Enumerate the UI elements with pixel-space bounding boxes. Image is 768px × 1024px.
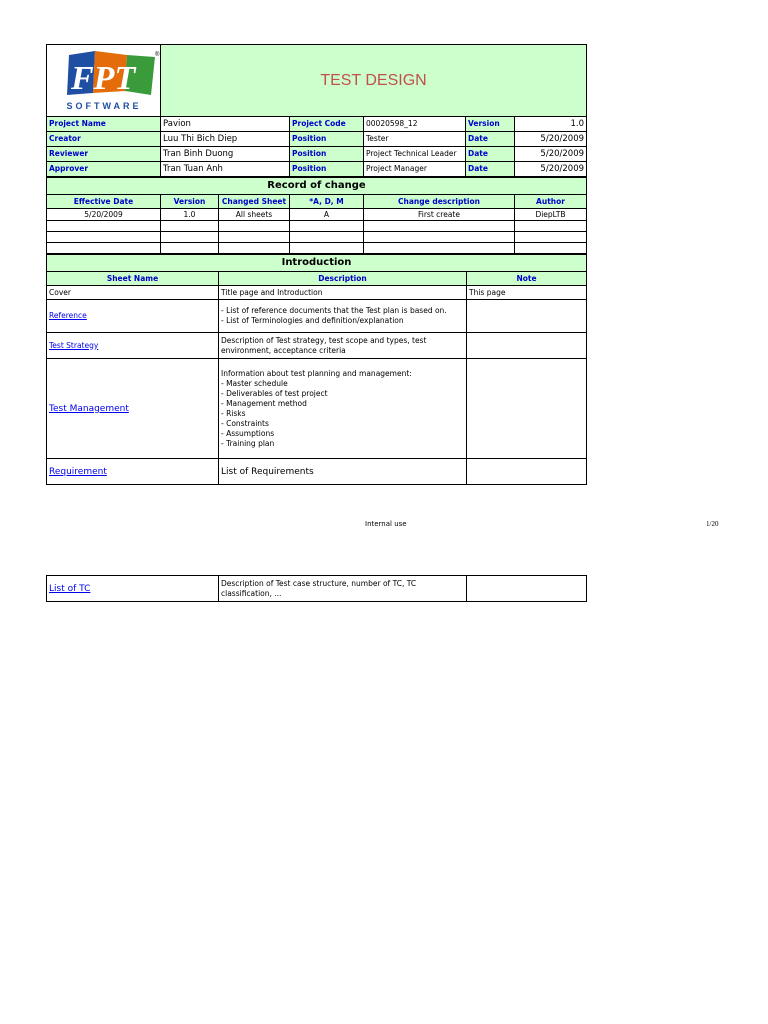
page-number: 1/20 [706,520,719,528]
sheet-note [467,333,587,359]
sheet-note [467,300,587,333]
table-cell: First create [364,209,515,221]
sheet-note: This page [467,286,587,300]
logo-subtext: SOFTWARE [66,101,142,111]
footer-internal-use: Internal use [365,520,407,528]
table-row [47,209,587,221]
sheet-note [467,459,587,485]
sheet-description: List of Requirements [219,459,467,485]
header-table [46,44,587,177]
info-label: Approver [47,162,161,177]
table-row [47,333,587,359]
info-label: Date [466,162,515,177]
page-title: TEST DESIGN [161,45,587,117]
sheet-name: Cover [49,287,71,297]
column-header: Change description [364,195,515,209]
info-label: Position [290,132,364,147]
info-value: 5/20/2009 [515,162,587,177]
sheet-link-requirement[interactable]: Requirement [49,466,107,477]
sheet-description: Information about test planning and management: - Master schedule - Deliverables of test project - Management method - Risks - Constraints - Assumptions - Training plan [219,359,467,459]
info-value: Tran Binh Duong [161,147,290,162]
table-row [47,459,587,485]
info-label: Position [290,147,364,162]
info-value: Project Technical Leader [364,147,466,162]
info-value: 00020598_12 [364,117,466,132]
info-value: Pavion [161,117,290,132]
record-title: Record of change [47,178,587,195]
table-cell: All sheets [219,209,290,221]
sheet-link-list-of-tc[interactable]: List of TC [49,583,91,594]
column-header: Effective Date [47,195,161,209]
table-cell: 1.0 [161,209,219,221]
column-header: Note [467,272,587,286]
fpt-logo [47,45,161,113]
column-header: Version [161,195,219,209]
info-value: Project Manager [364,162,466,177]
column-header: Changed Sheet [219,195,290,209]
introduction-title: Introduction [47,255,587,272]
sheet-description: Description of Test case structure, number of TC, TC classification, ... [219,576,467,602]
sheet-description: Title page and Introduction [219,286,467,300]
info-label: Reviewer [47,147,161,162]
sheet-link-reference[interactable]: Reference [49,311,87,320]
table-cell: A [290,209,364,221]
info-label: Creator [47,132,161,147]
column-header: Author [515,195,587,209]
column-header: Description [219,272,467,286]
svg-text:®: ® [155,52,160,58]
sheet-description: Description of Test strategy, test scope and types, test environment, acceptance criteria [219,333,467,359]
info-label: Date [466,132,515,147]
info-value: Tester [364,132,466,147]
info-label: Date [466,147,515,162]
sheet-link-test-strategy[interactable]: Test Strategy [49,340,99,350]
sheet-link-test-management[interactable]: Test Management [49,403,129,414]
info-label: Position [290,162,364,177]
record-of-change-table [46,177,587,254]
logo-cell [47,45,161,117]
info-label: Project Code [290,117,364,132]
info-label: Version [466,117,515,132]
info-value: 5/20/2009 [515,132,587,147]
column-header: Sheet Name [47,272,219,286]
sheet-description: - List of reference documents that the Test plan is based on. - List of Terminologies and definition/explanation [219,300,467,333]
table-row [47,286,587,300]
info-value: 1.0 [515,117,587,132]
info-value: Luu Thi Bich Diep [161,132,290,147]
info-label: Project Name [47,117,161,132]
column-header: *A, D, M [290,195,364,209]
cover-sheet [46,44,586,485]
continuation-sheet [46,575,586,602]
table-row [47,300,587,333]
introduction-table [46,254,587,485]
info-value: Tran Tuan Anh [161,162,290,177]
table-cell: DiepLTB [515,209,587,221]
info-value: 5/20/2009 [515,147,587,162]
sheet-note [467,359,587,459]
logo-text: FPT [71,60,136,97]
table-cell: 5/20/2009 [47,209,161,221]
table-row [47,359,587,459]
